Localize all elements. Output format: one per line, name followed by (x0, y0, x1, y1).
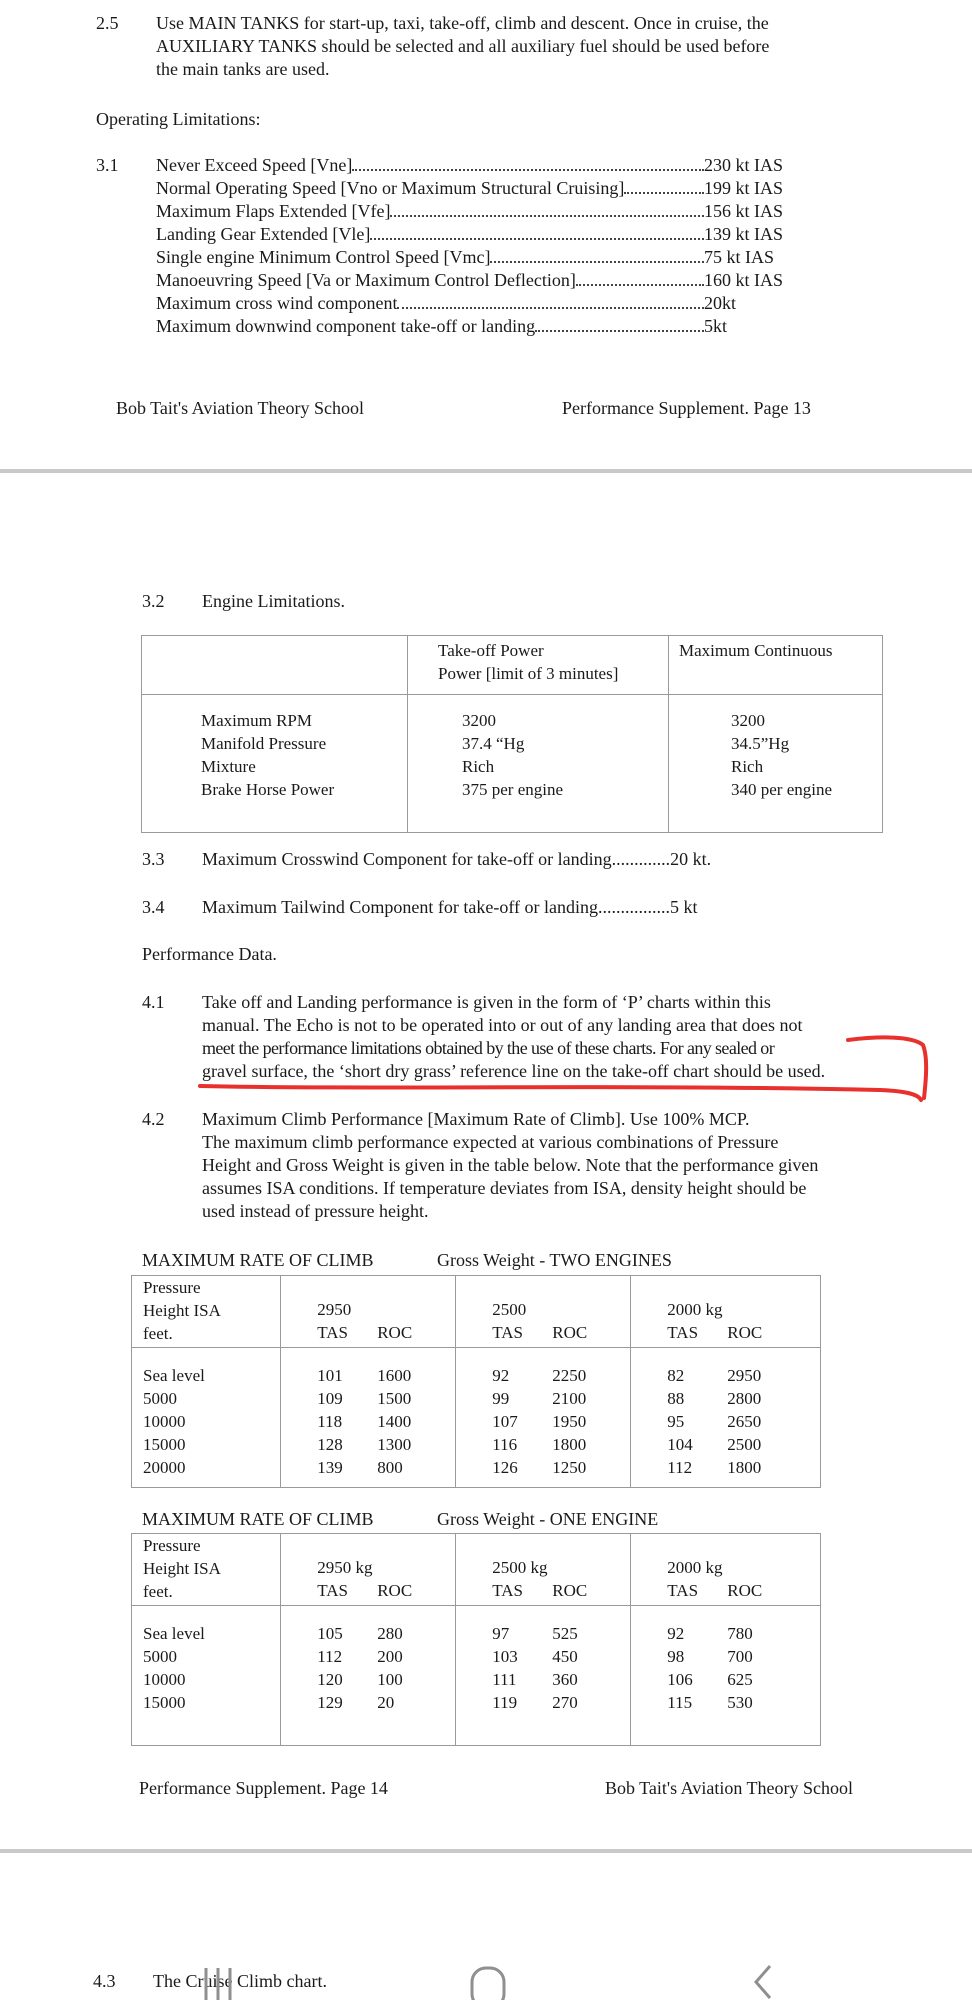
section-3-1-number: 3.1 (96, 155, 119, 175)
climb-value-row (492, 1668, 630, 1691)
roc-value: 360 (552, 1670, 578, 1689)
engine-row-label: Manifold Pressure (201, 734, 327, 753)
page13-footer-left: Bob Tait's Aviation Theory School (116, 398, 364, 418)
roc-value: 625 (727, 1670, 753, 1689)
engine-limitations-table (141, 635, 883, 833)
climb-value-row (317, 1364, 455, 1387)
section-3-4-text: Maximum Tailwind Component for take-off or landing................5 kt (202, 897, 698, 917)
climb-head-left (132, 1534, 281, 1606)
climb-value-row (667, 1433, 820, 1456)
engine-row-takeoff: 37.4 “Hg (462, 734, 525, 753)
weight-column-head (456, 1276, 631, 1348)
roc-head: ROC (552, 1323, 588, 1342)
climb-values-column (456, 1606, 631, 1746)
pressure-height: 20000 (143, 1458, 186, 1477)
roc-value: 270 (552, 1693, 578, 1712)
recent-apps-icon[interactable] (196, 1960, 240, 2000)
tas-head: TAS (667, 1581, 699, 1600)
tas-head: TAS (317, 1323, 348, 1342)
tas-value: 126 (492, 1458, 518, 1477)
tas-head: TAS (317, 1581, 348, 1600)
tas-value: 103 (492, 1647, 518, 1666)
climb-heights (132, 1606, 281, 1746)
takeoff-head-line-1: Take-off Power (438, 641, 544, 660)
roc-value: 20 (377, 1693, 395, 1712)
tas-value: 128 (317, 1435, 343, 1454)
climb-value-row (492, 1622, 630, 1645)
speed-item (156, 177, 796, 200)
speed-item-label: Normal Operating Speed [Vno or Maximum Structural Cruising] (156, 178, 625, 198)
speed-item-label: Maximum cross wind component (156, 293, 398, 313)
climb-value-row (667, 1668, 820, 1691)
engine-row-label: Brake Horse Power (201, 780, 335, 799)
section-4-3-title: The Cruise Climb chart. (153, 1971, 327, 1991)
speed-item-value: 75 kt IAS (704, 247, 775, 267)
climb-value-row (667, 1645, 820, 1668)
engine-table-takeoff-values (408, 695, 669, 833)
roc-value: 1800 (552, 1435, 587, 1454)
pressure-height-label: Pressure (143, 1536, 201, 1555)
climb-value-row (492, 1387, 630, 1410)
roc-value: 800 (377, 1458, 403, 1477)
section-4-1-line-1: Take off and Landing performance is given in the form of ‘P’ charts within this (202, 992, 771, 1012)
tas-value: 92 (492, 1366, 510, 1385)
weight-column-head (281, 1534, 456, 1606)
roc-value: 280 (377, 1624, 403, 1643)
climb_two-grid (131, 1275, 821, 1488)
climb-value-row (492, 1456, 630, 1479)
roc-value: 525 (552, 1624, 578, 1643)
climb-values-column (631, 1606, 821, 1746)
climb-value-row (667, 1387, 820, 1410)
weight-column-head (281, 1276, 456, 1348)
home-icon[interactable] (466, 1960, 510, 2000)
climb_one-grid (131, 1533, 821, 1746)
speed-item-value: 139 kt IAS (704, 224, 784, 244)
roc-value: 2650 (727, 1412, 762, 1431)
page14-footer-left: Performance Supplement. Page 14 (139, 1778, 388, 1798)
engine-row-label: Maximum RPM (201, 711, 312, 730)
engine-row-continuous: 34.5”Hg (731, 734, 790, 753)
climb-value-row (667, 1364, 820, 1387)
climb-heights (132, 1348, 281, 1488)
roc-head: ROC (727, 1581, 763, 1600)
performance-data-heading: Performance Data. (142, 944, 277, 964)
gross-weight: 2950 kg (317, 1558, 373, 1577)
tas-value: 95 (667, 1412, 685, 1431)
tas-value: 118 (317, 1412, 343, 1431)
climb-values-column (281, 1348, 456, 1488)
pressure-height-label: feet. (143, 1582, 173, 1601)
climb-value-row (492, 1433, 630, 1456)
section-4-1-line-4: gravel surface, the ‘short dry grass’ reference line on the take-off chart should be used. (202, 1061, 826, 1081)
climb-value-row (667, 1622, 820, 1645)
speed-item-value: 156 kt IAS (704, 201, 784, 221)
weight-column-head (631, 1534, 821, 1606)
pressure-height: 5000 (143, 1389, 177, 1408)
section-2-5-number: 2.5 (96, 13, 119, 33)
climb-one-title: MAXIMUM RATE OF CLIMB (142, 1509, 374, 1529)
engine-row-takeoff: Rich (462, 757, 495, 776)
pressure-height: 10000 (143, 1670, 186, 1689)
tas-value: 98 (667, 1647, 685, 1666)
pressure-height: 15000 (143, 1693, 186, 1712)
speed-item (156, 223, 796, 246)
climb-values-column (631, 1348, 821, 1488)
gross-weight: 2500 kg (492, 1558, 548, 1577)
speed-item-value: 160 kt IAS (704, 270, 784, 290)
climb-two-subtitle: Gross Weight - TWO ENGINES (437, 1250, 672, 1270)
section-4-1-line-2: manual. The Echo is not to be operated into or out of any landing area that does not (202, 1015, 803, 1035)
dot-leader (390, 200, 704, 217)
climb-value-row (317, 1433, 455, 1456)
gross-weight: 2950 (317, 1300, 352, 1319)
roc-value: 2950 (727, 1366, 762, 1385)
section-4-2-number: 4.2 (142, 1109, 165, 1129)
speed-item (156, 246, 796, 269)
tas-head: TAS (492, 1581, 524, 1600)
tas-head: TAS (667, 1323, 699, 1342)
speed-item (156, 200, 796, 223)
climb-value-row (317, 1668, 455, 1691)
weight-column-head (631, 1276, 821, 1348)
speed-item-value: 20kt (704, 293, 737, 313)
speed-item (156, 269, 796, 292)
dot-leader (624, 177, 704, 194)
gross-weight: 2000 kg (667, 1558, 723, 1577)
roc-head: ROC (727, 1323, 763, 1342)
tas-head: TAS (492, 1323, 524, 1342)
section-4-2-line-3: Height and Gross Weight is given in the table below. Note that the performance given (202, 1155, 819, 1175)
climb-value-row (317, 1622, 455, 1645)
page13-footer-right: Performance Supplement. Page 13 (562, 398, 811, 418)
pressure-height-label: Height ISA (143, 1301, 221, 1320)
engine-table-corner (142, 636, 408, 695)
climb-value-row (667, 1691, 820, 1714)
pressure-height: Sea level (143, 1624, 205, 1643)
pressure-height: Sea level (143, 1366, 205, 1385)
section-4-2-line-5: used instead of pressure height. (202, 1201, 429, 1221)
roc-value: 1800 (727, 1458, 762, 1477)
section-2-5-line-1: Use MAIN TANKS for start-up, taxi, take-off, climb and descent. Once in cruise, the (156, 13, 769, 33)
section-4-3-number: 4.3 (93, 1971, 116, 1991)
climb-values-column (281, 1606, 456, 1746)
climb-value-row (317, 1410, 455, 1433)
pressure-height-label: feet. (143, 1324, 173, 1343)
engine-row-continuous: Rich (731, 757, 764, 776)
engine-table-labels (142, 695, 408, 833)
section-2-5-line-3: the main tanks are used. (156, 59, 330, 79)
dot-leader (535, 315, 704, 332)
climb-value-row (317, 1387, 455, 1410)
roc-value: 2100 (552, 1389, 587, 1408)
gross-weight: 2500 (492, 1300, 527, 1319)
gross-weight: 2000 kg (667, 1300, 723, 1319)
tas-value: 119 (492, 1693, 518, 1712)
climb-value-row (317, 1691, 455, 1714)
tas-value: 107 (492, 1412, 518, 1431)
climb-value-row (492, 1410, 630, 1433)
roc-value: 1600 (377, 1366, 412, 1385)
speed-item-label: Maximum downwind component take-off or landing (156, 316, 536, 336)
page-separator (0, 469, 972, 473)
section-4-2-line-2: The maximum climb performance expected at various combinations of Pressure (202, 1132, 779, 1152)
dot-leader (490, 246, 704, 263)
dot-leader (370, 223, 704, 240)
section-4-2-line-4: assumes ISA conditions. If temperature deviates from ISA, density height should be (202, 1178, 807, 1198)
climb-value-row (492, 1645, 630, 1668)
operating-limitations-heading: Operating Limitations: (96, 109, 261, 129)
tas-value: 116 (492, 1435, 518, 1454)
tas-value: 109 (317, 1389, 343, 1408)
speed-item-label: Landing Gear Extended [Vle] (156, 224, 371, 244)
roc-value: 200 (377, 1647, 403, 1666)
climb-value-row (317, 1645, 455, 1668)
engine-table-head-continuous (669, 636, 883, 695)
roc-value: 100 (377, 1670, 403, 1689)
roc-value: 1500 (377, 1389, 412, 1408)
roc-value: 1250 (552, 1458, 587, 1477)
section-3-2-number: 3.2 (142, 591, 165, 611)
engine-table-head-takeoff (408, 636, 669, 695)
dot-leader (352, 154, 704, 171)
tas-value: 99 (492, 1389, 510, 1408)
pressure-height-label: Height ISA (143, 1559, 221, 1578)
section-3-4-number: 3.4 (142, 897, 165, 917)
section-4-2-line-1: Maximum Climb Performance [Maximum Rate of Climb]. Use 100% MCP. (202, 1109, 750, 1129)
engine-row-label: Mixture (201, 757, 256, 776)
climb-value-row (492, 1691, 630, 1714)
climb-value-row (667, 1456, 820, 1479)
tas-value: 101 (317, 1366, 343, 1385)
speed-limitations-list (156, 154, 796, 338)
engine-row-continuous: 340 per engine (731, 780, 833, 799)
speed-item-label: Never Exceed Speed [Vne] (156, 155, 353, 175)
section-2-5-line-2: AUXILIARY TANKS should be selected and all auxiliary fuel should be used before (156, 36, 770, 56)
roc-head: ROC (552, 1581, 588, 1600)
section-3-3-number: 3.3 (142, 849, 165, 869)
takeoff-head-line-2: Power [limit of 3 minutes] (438, 664, 619, 683)
tas-value: 115 (667, 1693, 693, 1712)
climb-value-row (317, 1456, 455, 1479)
tas-value: 129 (317, 1693, 343, 1712)
section-4-1-number: 4.1 (142, 992, 165, 1012)
climb-value-row (667, 1410, 820, 1433)
continuous-head: Maximum Continuous (679, 641, 833, 660)
climb-values-column (456, 1348, 631, 1488)
roc-value: 2250 (552, 1366, 587, 1385)
pressure-height: 5000 (143, 1647, 177, 1666)
roc-value: 780 (727, 1624, 753, 1643)
climb-table-two-engines (131, 1275, 821, 1488)
speed-item (156, 154, 796, 177)
tas-value: 88 (667, 1389, 685, 1408)
back-icon[interactable] (746, 1960, 780, 2000)
page14-footer-right: Bob Tait's Aviation Theory School (605, 1778, 853, 1798)
section-4-1-line-3: meet the performance limitations obtained by the use of these charts. For any sealed or (202, 1038, 775, 1058)
tas-value: 97 (492, 1624, 510, 1643)
tas-value: 139 (317, 1458, 343, 1477)
pressure-height: 15000 (143, 1435, 186, 1454)
climb-value-row (492, 1364, 630, 1387)
tas-value: 112 (667, 1458, 693, 1477)
roc-value: 1400 (377, 1412, 412, 1431)
section-3-2-title: Engine Limitations. (202, 591, 345, 611)
tas-value: 106 (667, 1670, 693, 1689)
weight-column-head (456, 1534, 631, 1606)
roc-value: 2500 (727, 1435, 762, 1454)
tas-value: 92 (667, 1624, 685, 1643)
tas-value: 112 (317, 1647, 343, 1666)
roc-head: ROC (377, 1581, 413, 1600)
page-separator-2 (0, 1849, 972, 1853)
speed-item-label: Maximum Flaps Extended [Vfe] (156, 201, 391, 221)
roc-head: ROC (377, 1323, 413, 1342)
climb-two-title: MAXIMUM RATE OF CLIMB (142, 1250, 374, 1270)
roc-value: 1950 (552, 1412, 587, 1431)
speed-item-value: 230 kt IAS (704, 155, 784, 175)
speed-item (156, 315, 796, 338)
tas-value: 82 (667, 1366, 685, 1385)
roc-value: 450 (552, 1647, 578, 1666)
speed-item-value: 199 kt IAS (704, 178, 784, 198)
climb-table-one-engine (131, 1533, 821, 1746)
engine-table-continuous-values (669, 695, 883, 833)
climb-one-subtitle: Gross Weight - ONE ENGINE (437, 1509, 659, 1529)
pressure-height: 10000 (143, 1412, 186, 1431)
dot-leader (397, 292, 704, 309)
engine-row-continuous: 3200 (731, 711, 765, 730)
roc-value: 530 (727, 1693, 753, 1712)
pressure-height-label: Pressure (143, 1278, 201, 1297)
speed-item-label: Single engine Minimum Control Speed [Vmc] (156, 247, 491, 267)
climb-head-left (132, 1276, 281, 1348)
speed-item (156, 292, 796, 315)
tas-value: 111 (492, 1670, 517, 1689)
roc-value: 700 (727, 1647, 753, 1666)
tas-value: 120 (317, 1670, 343, 1689)
roc-value: 1300 (377, 1435, 412, 1454)
engine-row-takeoff: 375 per engine (462, 780, 564, 799)
tas-value: 104 (667, 1435, 693, 1454)
dot-leader (576, 269, 704, 286)
engine-row-takeoff: 3200 (462, 711, 496, 730)
roc-value: 2800 (727, 1389, 762, 1408)
section-3-3-text: Maximum Crosswind Component for take-off or landing.............20 kt. (202, 849, 712, 869)
tas-value: 105 (317, 1624, 343, 1643)
speed-item-value: 5kt (704, 316, 728, 336)
speed-item-label: Manoeuvring Speed [Va or Maximum Control Deflection] (156, 270, 576, 290)
